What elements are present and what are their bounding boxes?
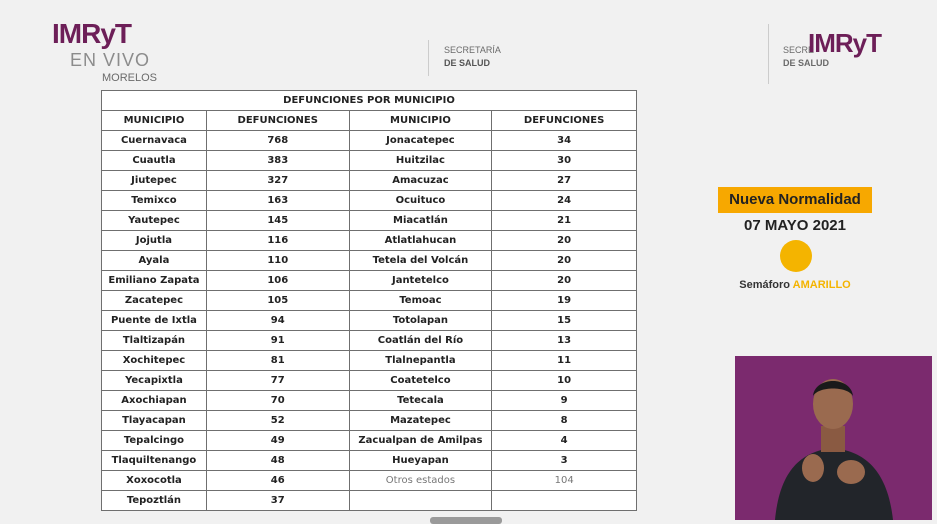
municipality-cell: Jojutla [102, 231, 207, 251]
deaths-cell: 10 [492, 371, 637, 391]
table-row [102, 191, 637, 211]
municipality-cell: Xoxocotla [102, 471, 207, 491]
state-label: MORELOS [102, 72, 158, 84]
table-row [102, 331, 637, 351]
table-row [102, 151, 637, 171]
municipality-cell: Jiutepec [102, 171, 207, 191]
col-header: DEFUNCIONES [206, 111, 349, 131]
municipality-cell [349, 491, 492, 511]
municipality-cell: Temoac [349, 291, 492, 311]
municipality-cell: Tlayacapan [102, 411, 207, 431]
deaths-by-municipality-table [101, 90, 637, 511]
municipality-cell: Mazatepec [349, 411, 492, 431]
divider [428, 40, 429, 76]
municipality-cell: Tlaquiltenango [102, 451, 207, 471]
municipality-cell: Yecapixtla [102, 371, 207, 391]
table-row [102, 231, 637, 251]
deaths-cell: 34 [492, 131, 637, 151]
deaths-cell: 94 [206, 311, 349, 331]
deaths-cell: 20 [492, 231, 637, 251]
deaths-cell: 163 [206, 191, 349, 211]
municipality-cell: Hueyapan [349, 451, 492, 471]
municipality-cell: Yautepec [102, 211, 207, 231]
table-row [102, 271, 637, 291]
table-row [102, 131, 637, 151]
deaths-cell: 8 [492, 411, 637, 431]
deaths-cell: 37 [206, 491, 349, 511]
deaths-cell: 105 [206, 291, 349, 311]
municipality-cell: Zacatepec [102, 291, 207, 311]
deaths-cell: 20 [492, 251, 637, 271]
deaths-cell: 145 [206, 211, 349, 231]
municipality-cell: Axochiapan [102, 391, 207, 411]
municipality-cell: Puente de Ixtla [102, 311, 207, 331]
deaths-cell: 15 [492, 311, 637, 331]
municipality-cell: Jonacatepec [349, 131, 492, 151]
deaths-cell: 768 [206, 131, 349, 151]
municipality-cell: Tetela del Volcán [349, 251, 492, 271]
semaforo-value: AMARILLO [792, 279, 851, 291]
table-title: DEFUNCIONES POR MUNICIPIO [102, 91, 637, 111]
traffic-light-icon [780, 240, 812, 272]
deaths-cell: 48 [206, 451, 349, 471]
deaths-cell: 27 [492, 171, 637, 191]
deaths-cell: 46 [206, 471, 349, 491]
municipality-cell: Totolapan [349, 311, 492, 331]
municipality-cell: Miacatlán [349, 211, 492, 231]
divider [768, 24, 769, 84]
deaths-cell: 116 [206, 231, 349, 251]
imryt-logo-right: IMRyT [808, 28, 881, 58]
municipality-cell: Emiliano Zapata [102, 271, 207, 291]
deaths-cell: 19 [492, 291, 637, 311]
deaths-cell: 91 [206, 331, 349, 351]
sign-language-interpreter-video [735, 356, 932, 520]
report-date: 07 MAYO 2021 [743, 217, 846, 234]
imryt-logo: IMRyT [52, 18, 131, 49]
municipality-cell: Tepoztlán [102, 491, 207, 511]
deaths-cell [492, 491, 637, 511]
col-header: MUNICIPIO [349, 111, 492, 131]
table-row [102, 451, 637, 471]
deaths-cell: 30 [492, 151, 637, 171]
deaths-cell: 3 [492, 451, 637, 471]
table-row [102, 351, 637, 371]
deaths-cell: 81 [206, 351, 349, 371]
deaths-cell: 24 [492, 191, 637, 211]
municipality-cell: Ocuituco [349, 191, 492, 211]
municipality-cell: Coatlán del Río [349, 331, 492, 351]
municipality-cell: Temixco [102, 191, 207, 211]
municipality-cell: Ayala [102, 251, 207, 271]
secretaria-salud-logo-right: SECRE DE SALUD [783, 45, 830, 68]
table-row [102, 211, 637, 231]
municipality-cell: Cuautla [102, 151, 207, 171]
municipality-cell: Coatetelco [349, 371, 492, 391]
deaths-cell: 110 [206, 251, 349, 271]
deaths-cell: 20 [492, 271, 637, 291]
deaths-cell: 49 [206, 431, 349, 451]
table-row [102, 471, 637, 491]
table-row [102, 171, 637, 191]
nueva-normalidad-badge: Nueva Normalidad [718, 187, 872, 213]
deaths-cell: 11 [492, 351, 637, 371]
deaths-cell: 77 [206, 371, 349, 391]
col-header: DEFUNCIONES [492, 111, 637, 131]
municipality-cell: Tepalcingo [102, 431, 207, 451]
deaths-cell: 21 [492, 211, 637, 231]
municipality-cell: Atlatlahucan [349, 231, 492, 251]
deaths-cell: 52 [206, 411, 349, 431]
municipality-cell: Huitzilac [349, 151, 492, 171]
municipality-cell: Zacualpan de Amilpas [349, 431, 492, 451]
municipality-cell: Xochitepec [102, 351, 207, 371]
deaths-cell: 104 [492, 471, 637, 491]
table-row [102, 371, 637, 391]
table-row [102, 391, 637, 411]
municipality-cell: Tlalnepantla [349, 351, 492, 371]
municipality-cell: Tlaltizapán [102, 331, 207, 351]
deaths-cell: 383 [206, 151, 349, 171]
deaths-cell: 106 [206, 271, 349, 291]
live-label: EN VIVO [70, 50, 151, 70]
deaths-cell: 327 [206, 171, 349, 191]
table-row [102, 311, 637, 331]
deaths-cell: 9 [492, 391, 637, 411]
secretaria-salud-logo: SECRETARÍA DE SALUD [444, 45, 501, 68]
municipality-cell: Cuernavaca [102, 131, 207, 151]
deaths-cell: 13 [492, 331, 637, 351]
municipality-cell: Jantetelco [349, 271, 492, 291]
table-row [102, 411, 637, 431]
municipality-cell: Otros estados [349, 471, 492, 491]
deaths-cell: 70 [206, 391, 349, 411]
deaths-cell: 4 [492, 431, 637, 451]
table-row [102, 431, 637, 451]
overlay-caption [430, 517, 502, 524]
table-row [102, 291, 637, 311]
municipality-cell: Tetecala [349, 391, 492, 411]
municipality-cell: Amacuzac [349, 171, 492, 191]
col-header: MUNICIPIO [102, 111, 207, 131]
semaforo-status: Semáforo AMARILLO [739, 279, 851, 291]
table-row [102, 491, 637, 511]
table-row [102, 251, 637, 271]
